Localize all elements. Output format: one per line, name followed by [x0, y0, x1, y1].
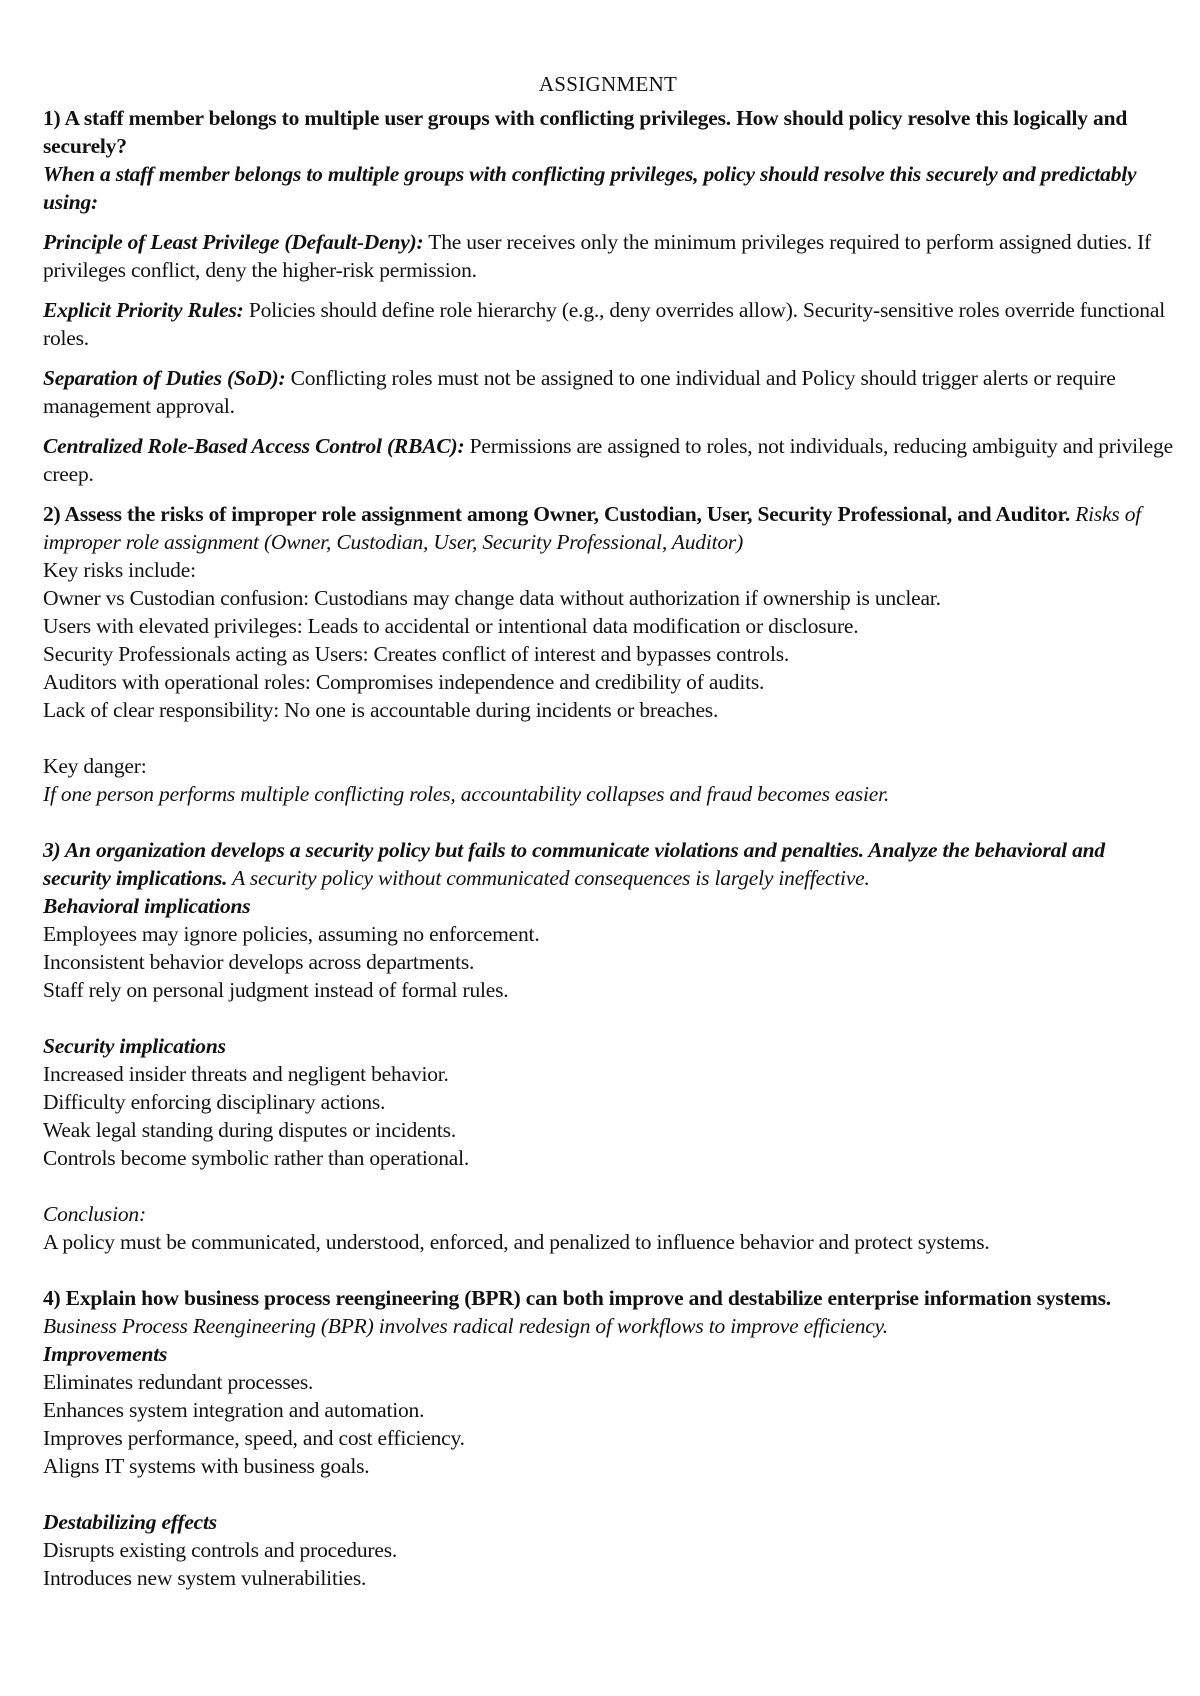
q1-point-least-privilege [43, 228, 1173, 284]
q1-point-text: Conflicting roles must not be assigned to one individual and Policy should trigger alerts or require management approval. [43, 366, 1116, 418]
q1-point-rbac [43, 432, 1173, 488]
risk-item: Owner vs Custodian confusion: Custodians may change data without authorization if ownership is unclear. [43, 586, 941, 610]
question-2-heading-line [43, 500, 1173, 556]
improvement-item: Improves performance, speed, and cost efficiency. [43, 1426, 465, 1450]
question-2-heading: 2) Assess the risks of improper role assignment among Owner, Custodian, User, Security Professional, and Auditor. [43, 502, 1071, 526]
security-heading: Security implications [43, 1034, 226, 1058]
q1-point-priority-rules [43, 296, 1173, 352]
risk-item: Security Professionals acting as Users: Creates conflict of interest and bypasses controls. [43, 642, 790, 666]
risk-item: Users with elevated privileges: Leads to accidental or intentional data modification or disclosure. [43, 614, 859, 638]
question-1-intro: When a staff member belongs to multiple groups with conflicting privileges, policy should resolve this securely and predictably using: [43, 162, 1137, 214]
question-3-section [43, 836, 1173, 1284]
q1-point-text: The user receives only the minimum privileges required to perform assigned duties. If privileges conflict, deny the higher-risk permission. [43, 230, 1152, 282]
q1-point-term: Explicit Priority Rules: [43, 298, 244, 322]
question-3-summary: A security policy without communicated consequences is largely ineffective. [227, 866, 870, 890]
question-4-heading: 4) Explain how business process reengineering (BPR) can both improve and destabilize enterprise information systems. [43, 1286, 1111, 1310]
q1-point-text: Permissions are assigned to roles, not individuals, reducing ambiguity and privilege creep. [43, 434, 1173, 486]
behavioral-item: Staff rely on personal judgment instead of formal rules. [43, 978, 509, 1002]
key-danger-text: If one person performs multiple conflicting roles, accountability collapses and fraud becomes easier. [43, 782, 890, 806]
question-4-section [43, 1284, 1173, 1592]
behavioral-item: Inconsistent behavior develops across departments. [43, 950, 475, 974]
improvements-heading: Improvements [43, 1342, 168, 1366]
security-item: Difficulty enforcing disciplinary actions. [43, 1090, 386, 1114]
key-risks-label: Key risks include: [43, 558, 196, 582]
question-1-section [43, 104, 1173, 488]
improvement-item: Eliminates redundant processes. [43, 1370, 314, 1394]
destabilizing-item: Introduces new system vulnerabilities. [43, 1566, 367, 1590]
destabilizing-item: Disrupts existing controls and procedures. [43, 1538, 398, 1562]
question-1-heading: 1) A staff member belongs to multiple user groups with conflicting privileges. How should policy resolve this logically and securely? [43, 106, 1128, 158]
q1-point-term: Centralized Role-Based Access Control (RBAC): [43, 434, 465, 458]
improvement-item: Aligns IT systems with business goals. [43, 1454, 370, 1478]
page-title: ASSIGNMENT [538, 72, 678, 96]
q1-point-separation-of-duties [43, 364, 1173, 420]
destabilizing-heading: Destabilizing effects [43, 1510, 217, 1534]
security-item: Controls become symbolic rather than operational. [43, 1146, 470, 1170]
q1-point-text: Policies should define role hierarchy (e.g., deny overrides allow). Security-sensitive roles override functional roles. [43, 298, 1165, 350]
behavioral-heading: Behavioral implications [43, 894, 251, 918]
key-danger-label: Key danger: [43, 754, 147, 778]
question-3-heading-line [43, 836, 1173, 892]
conclusion-text: A policy must be communicated, understood, enforced, and penalized to influence behavior and protect systems. [43, 1230, 990, 1254]
question-3-heading: 3) An organization develops a security policy but fails to communicate violations and penalties. Analyze the behavioral and security implications. [43, 838, 1105, 890]
bpr-definition: Business Process Reengineering (BPR) involves radical redesign of workflows to improve efficiency. [43, 1314, 888, 1338]
improvement-item: Enhances system integration and automation. [43, 1398, 425, 1422]
q1-point-term: Principle of Least Privilege (Default-Deny): [43, 230, 424, 254]
question-2-section [43, 500, 1173, 836]
risk-item: Lack of clear responsibility: No one is accountable during incidents or breaches. [43, 698, 719, 722]
security-item: Weak legal standing during disputes or incidents. [43, 1118, 457, 1142]
q1-point-term: Separation of Duties (SoD): [43, 366, 286, 390]
security-item: Increased insider threats and negligent behavior. [43, 1062, 449, 1086]
behavioral-item: Employees may ignore policies, assuming no enforcement. [43, 922, 540, 946]
question-2-subtitle: Risks of improper role assignment (Owner, Custodian, User, Security Professional, Auditor) [43, 502, 1142, 554]
conclusion-label: Conclusion: [43, 1202, 146, 1226]
risk-item: Auditors with operational roles: Compromises independence and credibility of audits. [43, 670, 765, 694]
document-body [43, 70, 1173, 1592]
